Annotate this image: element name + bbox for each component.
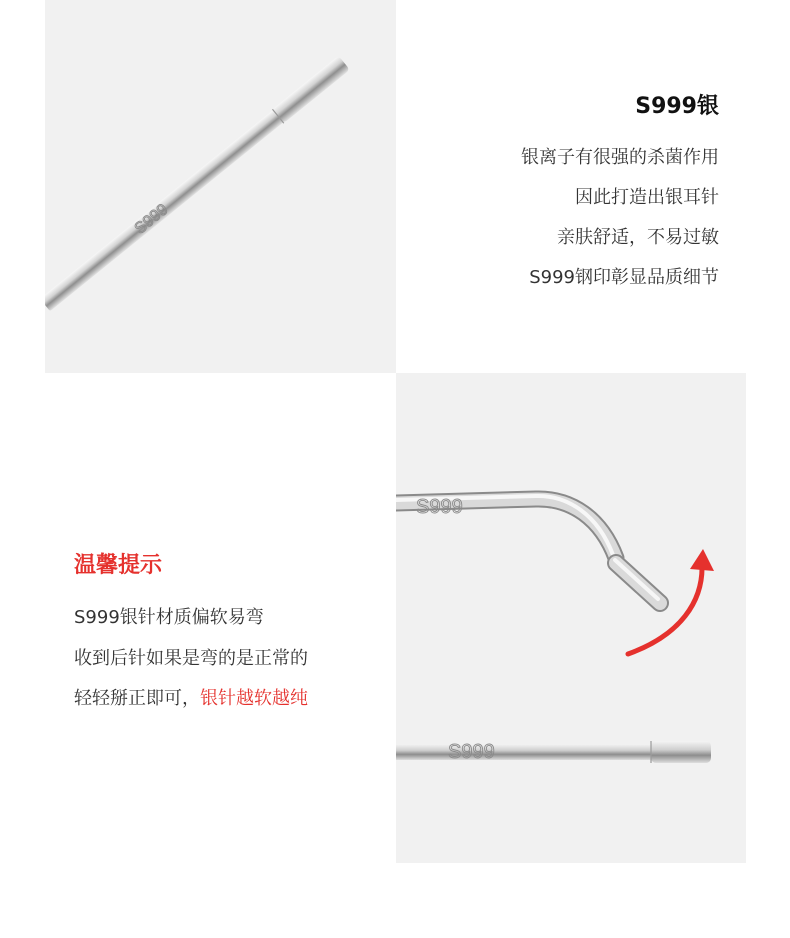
notice-highlight: 银针越软越纯 xyxy=(200,688,308,709)
needle-comparison-image xyxy=(396,373,746,863)
straight-needle-engraving: S999 xyxy=(448,741,495,763)
feature-line: 亲肤舒适，不易过敏 xyxy=(557,227,719,248)
feature-line: 因此打造出银耳针 xyxy=(575,187,719,208)
needle-photo-straight xyxy=(45,0,396,373)
notice-line xyxy=(74,684,308,710)
notice-line: S999银针材质偏软易弯 xyxy=(74,607,264,628)
feature-line: 银离子有很强的杀菌作用 xyxy=(521,147,719,168)
feature-line: S999钢印彰显品质细节 xyxy=(529,267,719,288)
needle-photo-bent xyxy=(396,373,746,863)
notice-title: 温馨提示 xyxy=(74,553,163,578)
needle-engraving: S999 xyxy=(131,201,172,238)
notice-line: 收到后针如果是弯的是正常的 xyxy=(74,648,308,669)
feature-title: S999银 xyxy=(635,94,719,119)
bent-needle-engraving: S999 xyxy=(416,496,463,518)
needle-image xyxy=(45,0,396,373)
curved-arrow-icon xyxy=(628,549,714,654)
notice-line-text: 轻轻掰正即可， xyxy=(74,688,200,709)
